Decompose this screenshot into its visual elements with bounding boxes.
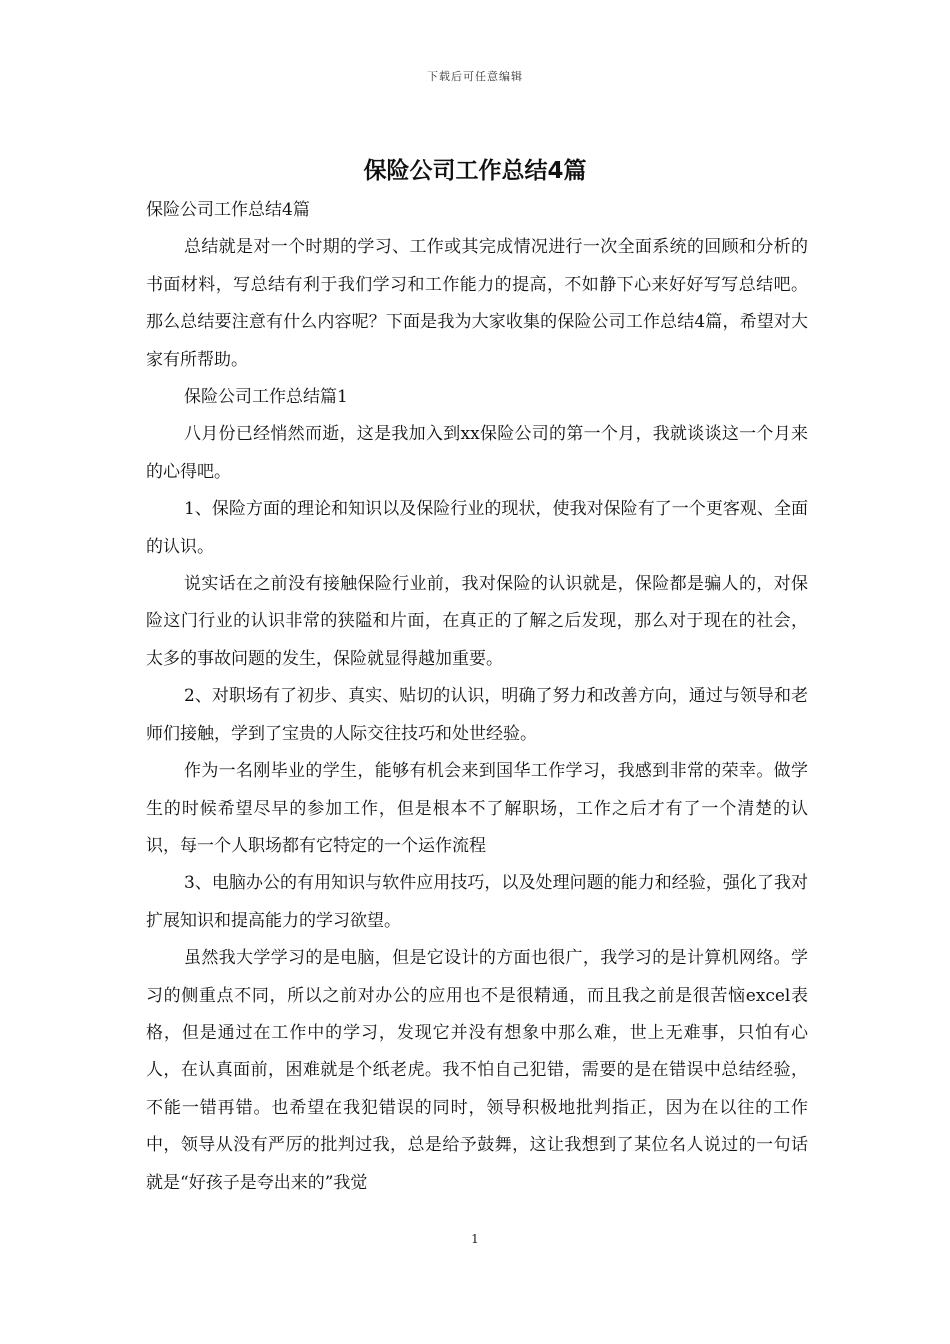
body-paragraph: 1、保险方面的理论和知识以及保险行业的现状，使我对保险有了一个更客观、全面的认识。 [146, 499, 808, 557]
page-number: 1 [471, 1232, 479, 1246]
body-paragraph: 2、对职场有了初步、真实、贴切的认识，明确了努力和改善方向，通过与领导和老师们接触，学到了宝贵的人际交往技巧和处世经验。 [146, 686, 808, 744]
subtitle-paragraph: 保险公司工作总结4篇 [146, 200, 310, 220]
document-body [146, 192, 808, 1202]
intro-paragraph: 总结就是对一个时期的学习、工作或其完成情况进行一次全面系统的回顾和分析的书面材料，写总结有利于我们学习和工作能力的提高，不如静下心来好好写写总结吧。那么总结要注意有什么内容呢？下面是我为大家收集的保险公司工作总结4篇，希望对大家有所帮助。 [146, 237, 808, 370]
body-paragraph: 作为一名刚毕业的学生，能够有机会来到国华工作学习，我感到非常的荣幸。做学生的时候希望尽早的参加工作，但是根本不了解职场，工作之后才有了一个清楚的认识，每一个人职场都有它特定的一个运作流程 [146, 761, 808, 856]
body-paragraph: 虽然我大学学习的是电脑，但是它设计的方面也很广，我学习的是计算机网络。学习的侧重点不同，所以之前对办公的应用也不是很精通，而且我之前是很苦恼excel表格，但是通过在工作中的学习，发现它并没有想象中那么难，世上无难事，只怕有心人，在认真面前，困难就是个纸老虎。我不怕自己犯错，需要的是在错误中总结经验，不能一错再错。也希望在我犯错误的同时，领导积极地批判指正，因为在以往的工作中，领导从没有严厉的批判过我，总是给予鼓舞，这让我想到了某位名人说过的一句话就是“好孩子是夸出来的”我觉 [146, 948, 808, 1193]
header-note: 下载后可任意编辑 [427, 70, 523, 83]
body-paragraph: 3、电脑办公的有用知识与软件应用技巧，以及处理问题的能力和经验，强化了我对扩展知识和提高能力的学习欲望。 [146, 873, 808, 931]
body-paragraph: 说实话在之前没有接触保险行业前，我对保险的认识就是，保险都是骗人的，对保险这门行业的认识非常的狭隘和片面，在真正的了解之后发现，那么对于现在的社会，太多的事故问题的发生，保险就显得越加重要。 [146, 574, 808, 669]
document-title: 保险公司工作总结4篇 [363, 158, 587, 184]
body-paragraph: 八月份已经悄然而逝，这是我加入到xx保险公司的第一个月，我就谈谈这一个月来的心得吧。 [146, 424, 808, 482]
section-heading: 保险公司工作总结篇1 [184, 387, 348, 408]
